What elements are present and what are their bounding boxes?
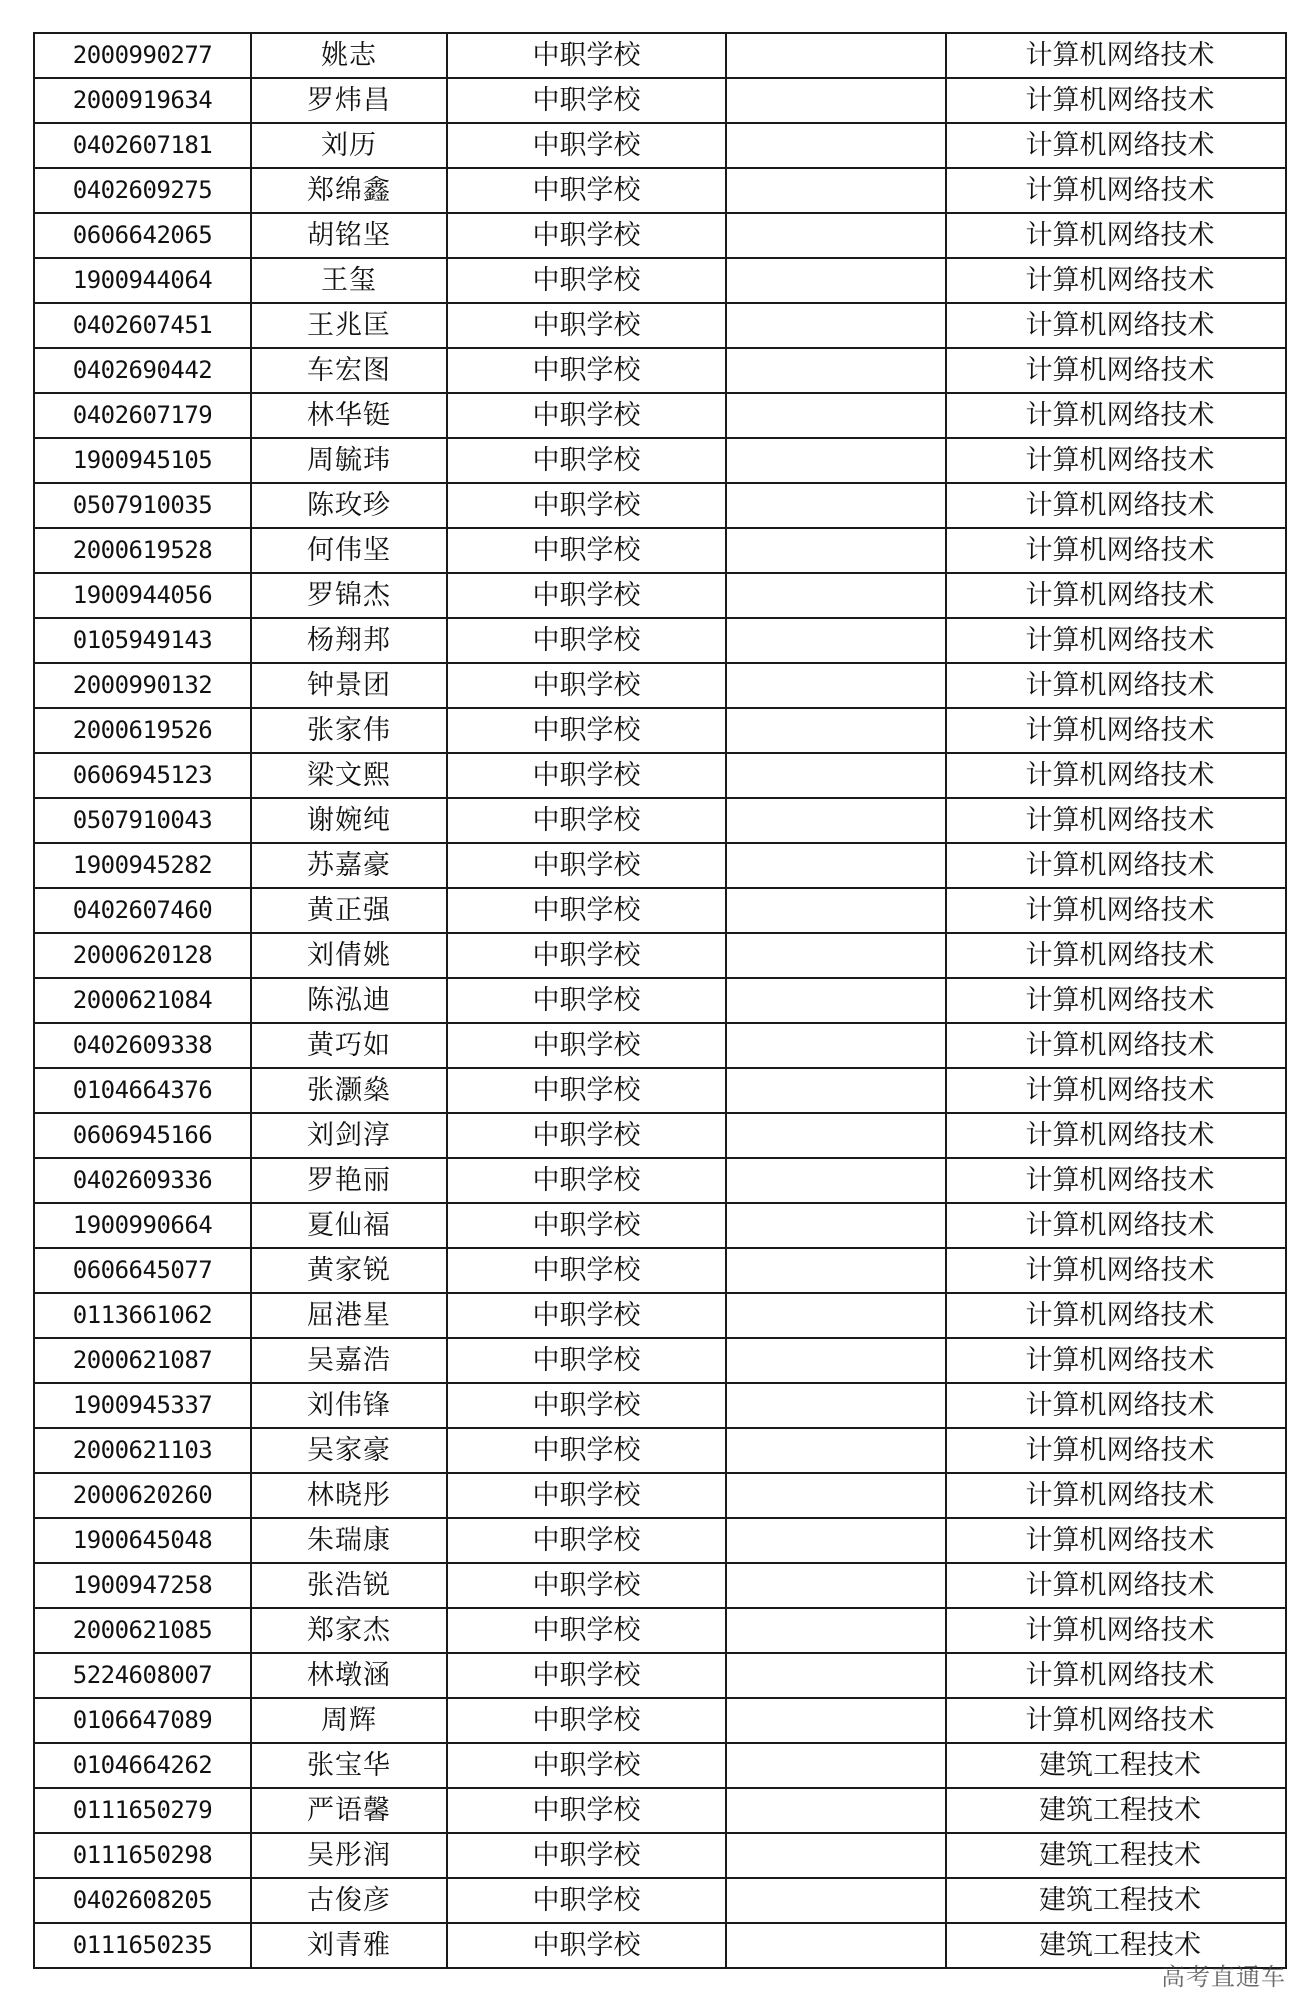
- school-type-cell: 中职学校: [447, 753, 726, 798]
- candidate-id-cell: 0113661062: [34, 1293, 251, 1338]
- major-cell: 计算机网络技术: [946, 753, 1286, 798]
- school-type-cell: 中职学校: [447, 1608, 726, 1653]
- major-cell: 计算机网络技术: [946, 1653, 1286, 1698]
- school-type-cell: 中职学校: [447, 708, 726, 753]
- student-name-cell: 夏仙福: [251, 1203, 447, 1248]
- admission-list-table: [33, 32, 1287, 1969]
- candidate-id-cell: 1900947258: [34, 1563, 251, 1608]
- school-type-cell: 中职学校: [447, 303, 726, 348]
- table-body: [34, 33, 1286, 1968]
- blank-cell: [726, 573, 946, 618]
- candidate-id-cell: 0105949143: [34, 618, 251, 663]
- table-row: [34, 1518, 1286, 1563]
- school-type-cell: 中职学校: [447, 33, 726, 78]
- table-row: [34, 798, 1286, 843]
- table-row: [34, 1878, 1286, 1923]
- table-row: [34, 1068, 1286, 1113]
- major-cell: 计算机网络技术: [946, 213, 1286, 258]
- school-type-cell: 中职学校: [447, 1383, 726, 1428]
- major-cell: 计算机网络技术: [946, 303, 1286, 348]
- major-cell: 计算机网络技术: [946, 123, 1286, 168]
- student-name-cell: 钟景团: [251, 663, 447, 708]
- student-name-cell: 罗艳丽: [251, 1158, 447, 1203]
- blank-cell: [726, 1248, 946, 1293]
- major-cell: 计算机网络技术: [946, 348, 1286, 393]
- school-type-cell: 中职学校: [447, 933, 726, 978]
- school-type-cell: 中职学校: [447, 1293, 726, 1338]
- major-cell: 计算机网络技术: [946, 258, 1286, 303]
- table-row: [34, 33, 1286, 78]
- table-row: [34, 1743, 1286, 1788]
- student-name-cell: 谢婉纯: [251, 798, 447, 843]
- table-row: [34, 573, 1286, 618]
- student-name-cell: 吴嘉浩: [251, 1338, 447, 1383]
- school-type-cell: 中职学校: [447, 393, 726, 438]
- blank-cell: [726, 1293, 946, 1338]
- blank-cell: [726, 798, 946, 843]
- blank-cell: [726, 663, 946, 708]
- school-type-cell: 中职学校: [447, 1068, 726, 1113]
- school-type-cell: 中职学校: [447, 1743, 726, 1788]
- table-row: [34, 1698, 1286, 1743]
- candidate-id-cell: 0402607451: [34, 303, 251, 348]
- major-cell: 计算机网络技术: [946, 663, 1286, 708]
- blank-cell: [726, 1068, 946, 1113]
- table-row: [34, 483, 1286, 528]
- table-row: [34, 1248, 1286, 1293]
- major-cell: 建筑工程技术: [946, 1923, 1286, 1968]
- major-cell: 计算机网络技术: [946, 393, 1286, 438]
- student-name-cell: 周辉: [251, 1698, 447, 1743]
- blank-cell: [726, 618, 946, 663]
- blank-cell: [726, 933, 946, 978]
- table-row: [34, 1608, 1286, 1653]
- candidate-id-cell: 1900945337: [34, 1383, 251, 1428]
- table-row: [34, 843, 1286, 888]
- blank-cell: [726, 1113, 946, 1158]
- blank-cell: [726, 1788, 946, 1833]
- student-name-cell: 王兆匡: [251, 303, 447, 348]
- student-name-cell: 刘剑淳: [251, 1113, 447, 1158]
- blank-cell: [726, 393, 946, 438]
- candidate-id-cell: 2000621103: [34, 1428, 251, 1473]
- student-name-cell: 朱瑞康: [251, 1518, 447, 1563]
- candidate-id-cell: 0106647089: [34, 1698, 251, 1743]
- candidate-id-cell: 1900944064: [34, 258, 251, 303]
- school-type-cell: 中职学校: [447, 1698, 726, 1743]
- student-name-cell: 林晓彤: [251, 1473, 447, 1518]
- candidate-id-cell: 0606945166: [34, 1113, 251, 1158]
- candidate-id-cell: 0104664262: [34, 1743, 251, 1788]
- school-type-cell: 中职学校: [447, 1113, 726, 1158]
- student-name-cell: 古俊彦: [251, 1878, 447, 1923]
- blank-cell: [726, 1023, 946, 1068]
- major-cell: 计算机网络技术: [946, 1248, 1286, 1293]
- student-name-cell: 苏嘉豪: [251, 843, 447, 888]
- table-row: [34, 1833, 1286, 1878]
- student-name-cell: 姚志: [251, 33, 447, 78]
- blank-cell: [726, 348, 946, 393]
- table-row: [34, 1923, 1286, 1968]
- candidate-id-cell: 5224608007: [34, 1653, 251, 1698]
- student-name-cell: 刘伟锋: [251, 1383, 447, 1428]
- school-type-cell: 中职学校: [447, 1563, 726, 1608]
- student-name-cell: 张家伟: [251, 708, 447, 753]
- blank-cell: [726, 1203, 946, 1248]
- table-row: [34, 1653, 1286, 1698]
- blank-cell: [726, 78, 946, 123]
- student-name-cell: 胡铭坚: [251, 213, 447, 258]
- blank-cell: [726, 1743, 946, 1788]
- blank-cell: [726, 213, 946, 258]
- blank-cell: [726, 303, 946, 348]
- student-name-cell: 陈玫珍: [251, 483, 447, 528]
- candidate-id-cell: 1900945282: [34, 843, 251, 888]
- student-name-cell: 周毓玮: [251, 438, 447, 483]
- school-type-cell: 中职学校: [447, 213, 726, 258]
- major-cell: 计算机网络技术: [946, 1203, 1286, 1248]
- table-row: [34, 258, 1286, 303]
- candidate-id-cell: 0402607181: [34, 123, 251, 168]
- candidate-id-cell: 2000621085: [34, 1608, 251, 1653]
- school-type-cell: 中职学校: [447, 258, 726, 303]
- candidate-id-cell: 2000919634: [34, 78, 251, 123]
- watermark-logo: 高考直通车: [1161, 1963, 1286, 1991]
- candidate-id-cell: 0111650279: [34, 1788, 251, 1833]
- table-row: [34, 618, 1286, 663]
- blank-cell: [726, 33, 946, 78]
- blank-cell: [726, 843, 946, 888]
- blank-cell: [726, 168, 946, 213]
- candidate-id-cell: 2000620128: [34, 933, 251, 978]
- major-cell: 计算机网络技术: [946, 978, 1286, 1023]
- student-name-cell: 郑绵鑫: [251, 168, 447, 213]
- candidate-id-cell: 0606645077: [34, 1248, 251, 1293]
- student-name-cell: 罗锦杰: [251, 573, 447, 618]
- candidate-id-cell: 0402609275: [34, 168, 251, 213]
- candidate-id-cell: 1900645048: [34, 1518, 251, 1563]
- major-cell: 计算机网络技术: [946, 483, 1286, 528]
- table-row: [34, 753, 1286, 798]
- table-row: [34, 78, 1286, 123]
- blank-cell: [726, 888, 946, 933]
- student-name-cell: 车宏图: [251, 348, 447, 393]
- major-cell: 计算机网络技术: [946, 798, 1286, 843]
- school-type-cell: 中职学校: [447, 843, 726, 888]
- major-cell: 计算机网络技术: [946, 1068, 1286, 1113]
- candidate-id-cell: 0402607179: [34, 393, 251, 438]
- table-row: [34, 1788, 1286, 1833]
- school-type-cell: 中职学校: [447, 1203, 726, 1248]
- student-name-cell: 张宝华: [251, 1743, 447, 1788]
- blank-cell: [726, 1473, 946, 1518]
- student-name-cell: 黄正强: [251, 888, 447, 933]
- student-name-cell: 林墩涵: [251, 1653, 447, 1698]
- table-row: [34, 438, 1286, 483]
- school-type-cell: 中职学校: [447, 663, 726, 708]
- school-type-cell: 中职学校: [447, 573, 726, 618]
- table-row: [34, 933, 1286, 978]
- major-cell: 计算机网络技术: [946, 1023, 1286, 1068]
- school-type-cell: 中职学校: [447, 1788, 726, 1833]
- student-name-cell: 郑家杰: [251, 1608, 447, 1653]
- major-cell: 计算机网络技术: [946, 1473, 1286, 1518]
- candidate-id-cell: 0606945123: [34, 753, 251, 798]
- candidate-id-cell: 0606642065: [34, 213, 251, 258]
- major-cell: 计算机网络技术: [946, 708, 1286, 753]
- student-name-cell: 杨翔邦: [251, 618, 447, 663]
- blank-cell: [726, 528, 946, 573]
- candidate-id-cell: 2000620260: [34, 1473, 251, 1518]
- candidate-id-cell: 2000990132: [34, 663, 251, 708]
- table-row: [34, 528, 1286, 573]
- school-type-cell: 中职学校: [447, 1428, 726, 1473]
- blank-cell: [726, 1158, 946, 1203]
- candidate-id-cell: 2000619528: [34, 528, 251, 573]
- school-type-cell: 中职学校: [447, 168, 726, 213]
- student-name-cell: 张浩锐: [251, 1563, 447, 1608]
- student-name-cell: 梁文熙: [251, 753, 447, 798]
- student-name-cell: 刘历: [251, 123, 447, 168]
- table-row: [34, 1023, 1286, 1068]
- table-row: [34, 1203, 1286, 1248]
- major-cell: 计算机网络技术: [946, 78, 1286, 123]
- major-cell: 计算机网络技术: [946, 1518, 1286, 1563]
- student-name-cell: 刘倩姚: [251, 933, 447, 978]
- major-cell: 计算机网络技术: [946, 843, 1286, 888]
- candidate-id-cell: 2000621084: [34, 978, 251, 1023]
- school-type-cell: 中职学校: [447, 1923, 726, 1968]
- table-row: [34, 708, 1286, 753]
- candidate-id-cell: 1900990664: [34, 1203, 251, 1248]
- table-row: [34, 213, 1286, 258]
- blank-cell: [726, 438, 946, 483]
- candidate-id-cell: 0111650235: [34, 1923, 251, 1968]
- school-type-cell: 中职学校: [447, 1248, 726, 1293]
- candidate-id-cell: 2000621087: [34, 1338, 251, 1383]
- table-row: [34, 1293, 1286, 1338]
- student-name-cell: 吴家豪: [251, 1428, 447, 1473]
- school-type-cell: 中职学校: [447, 1158, 726, 1203]
- blank-cell: [726, 978, 946, 1023]
- blank-cell: [726, 258, 946, 303]
- blank-cell: [726, 1878, 946, 1923]
- school-type-cell: 中职学校: [447, 1473, 726, 1518]
- table-row: [34, 348, 1286, 393]
- blank-cell: [726, 1608, 946, 1653]
- table-row: [34, 1563, 1286, 1608]
- table-row: [34, 1473, 1286, 1518]
- school-type-cell: 中职学校: [447, 528, 726, 573]
- school-type-cell: 中职学校: [447, 1338, 726, 1383]
- student-name-cell: 刘青雅: [251, 1923, 447, 1968]
- table-row: [34, 1383, 1286, 1428]
- blank-cell: [726, 1833, 946, 1878]
- major-cell: 计算机网络技术: [946, 1383, 1286, 1428]
- school-type-cell: 中职学校: [447, 348, 726, 393]
- candidate-id-cell: 0104664376: [34, 1068, 251, 1113]
- student-name-cell: 何伟坚: [251, 528, 447, 573]
- school-type-cell: 中职学校: [447, 1518, 726, 1563]
- blank-cell: [726, 1383, 946, 1428]
- major-cell: 计算机网络技术: [946, 1338, 1286, 1383]
- school-type-cell: 中职学校: [447, 78, 726, 123]
- blank-cell: [726, 1428, 946, 1473]
- student-name-cell: 吴彤润: [251, 1833, 447, 1878]
- school-type-cell: 中职学校: [447, 1878, 726, 1923]
- student-name-cell: 林华铤: [251, 393, 447, 438]
- major-cell: 建筑工程技术: [946, 1833, 1286, 1878]
- blank-cell: [726, 1653, 946, 1698]
- student-name-cell: 黄家锐: [251, 1248, 447, 1293]
- student-name-cell: 张灏燊: [251, 1068, 447, 1113]
- blank-cell: [726, 1338, 946, 1383]
- candidate-id-cell: 2000990277: [34, 33, 251, 78]
- table-row: [34, 303, 1286, 348]
- school-type-cell: 中职学校: [447, 483, 726, 528]
- blank-cell: [726, 753, 946, 798]
- school-type-cell: 中职学校: [447, 618, 726, 663]
- table-row: [34, 1113, 1286, 1158]
- major-cell: 建筑工程技术: [946, 1743, 1286, 1788]
- major-cell: 计算机网络技术: [946, 573, 1286, 618]
- table-row: [34, 168, 1286, 213]
- candidate-id-cell: 1900944056: [34, 573, 251, 618]
- candidate-id-cell: 2000619526: [34, 708, 251, 753]
- school-type-cell: 中职学校: [447, 888, 726, 933]
- major-cell: 计算机网络技术: [946, 438, 1286, 483]
- school-type-cell: 中职学校: [447, 798, 726, 843]
- blank-cell: [726, 1923, 946, 1968]
- blank-cell: [726, 1518, 946, 1563]
- candidate-id-cell: 1900945105: [34, 438, 251, 483]
- blank-cell: [726, 708, 946, 753]
- candidate-id-cell: 0402607460: [34, 888, 251, 933]
- school-type-cell: 中职学校: [447, 1023, 726, 1068]
- major-cell: 计算机网络技术: [946, 1113, 1286, 1158]
- student-name-cell: 陈泓迪: [251, 978, 447, 1023]
- table-row: [34, 978, 1286, 1023]
- major-cell: 建筑工程技术: [946, 1788, 1286, 1833]
- table-row: [34, 1338, 1286, 1383]
- major-cell: 计算机网络技术: [946, 618, 1286, 663]
- blank-cell: [726, 1698, 946, 1743]
- candidate-id-cell: 0507910043: [34, 798, 251, 843]
- candidate-id-cell: 0507910035: [34, 483, 251, 528]
- table-row: [34, 1158, 1286, 1203]
- major-cell: 计算机网络技术: [946, 1608, 1286, 1653]
- major-cell: 计算机网络技术: [946, 1158, 1286, 1203]
- major-cell: 计算机网络技术: [946, 933, 1286, 978]
- student-name-cell: 王玺: [251, 258, 447, 303]
- candidate-id-cell: 0402609336: [34, 1158, 251, 1203]
- school-type-cell: 中职学校: [447, 978, 726, 1023]
- school-type-cell: 中职学校: [447, 438, 726, 483]
- table-row: [34, 1428, 1286, 1473]
- major-cell: 建筑工程技术: [946, 1878, 1286, 1923]
- major-cell: 计算机网络技术: [946, 1698, 1286, 1743]
- student-name-cell: 罗炜昌: [251, 78, 447, 123]
- student-name-cell: 黄巧如: [251, 1023, 447, 1068]
- candidate-id-cell: 0402609338: [34, 1023, 251, 1068]
- major-cell: 计算机网络技术: [946, 528, 1286, 573]
- candidate-id-cell: 0402608205: [34, 1878, 251, 1923]
- blank-cell: [726, 483, 946, 528]
- major-cell: 计算机网络技术: [946, 888, 1286, 933]
- major-cell: 计算机网络技术: [946, 168, 1286, 213]
- major-cell: 计算机网络技术: [946, 1293, 1286, 1338]
- candidate-id-cell: 0402690442: [34, 348, 251, 393]
- major-cell: 计算机网络技术: [946, 33, 1286, 78]
- major-cell: 计算机网络技术: [946, 1428, 1286, 1473]
- blank-cell: [726, 1563, 946, 1608]
- candidate-id-cell: 0111650298: [34, 1833, 251, 1878]
- table-row: [34, 888, 1286, 933]
- student-name-cell: 严语馨: [251, 1788, 447, 1833]
- table-row: [34, 393, 1286, 438]
- school-type-cell: 中职学校: [447, 1653, 726, 1698]
- student-name-cell: 屈港星: [251, 1293, 447, 1338]
- school-type-cell: 中职学校: [447, 1833, 726, 1878]
- blank-cell: [726, 123, 946, 168]
- table-row: [34, 123, 1286, 168]
- school-type-cell: 中职学校: [447, 123, 726, 168]
- major-cell: 计算机网络技术: [946, 1563, 1286, 1608]
- table-row: [34, 663, 1286, 708]
